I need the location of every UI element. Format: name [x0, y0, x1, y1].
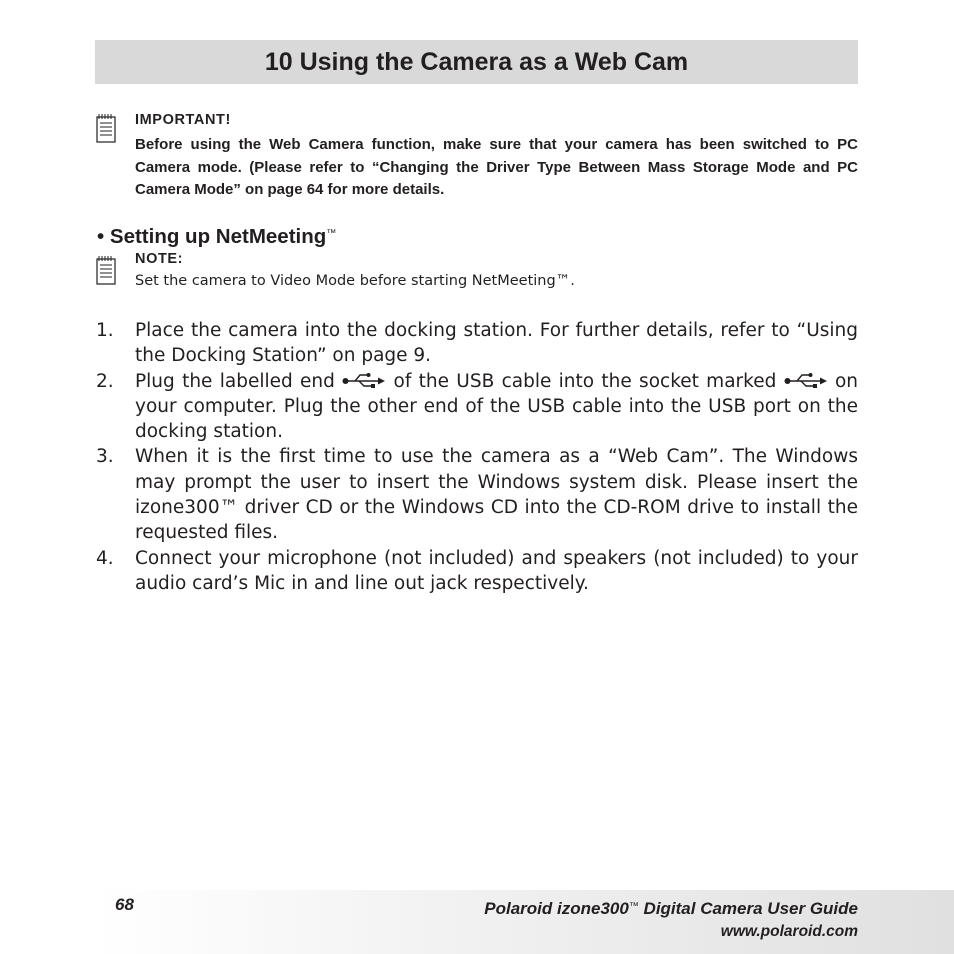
guide-url: www.polaroid.com	[720, 923, 858, 940]
guide-title	[484, 899, 858, 919]
important-heading: IMPORTANT!	[135, 112, 231, 128]
note-text: Set the camera to Video Mode before starting NetMeeting™.	[135, 273, 575, 289]
list-item	[96, 546, 858, 597]
note-heading: NOTE:	[135, 251, 184, 267]
step-text: Connect your microphone (not included) and speakers (not included) to your audio card’s Mic in and line out jack respectively.	[135, 547, 858, 594]
step-text-a: Plug the labelled end	[135, 370, 335, 392]
usb-symbol-icon	[784, 372, 828, 388]
list-item	[96, 444, 858, 545]
steps-list	[96, 318, 858, 596]
list-item	[96, 369, 858, 445]
guide-title-product: Polaroid izone300	[484, 899, 629, 918]
step-number: 4.	[96, 547, 114, 569]
list-item	[96, 318, 858, 369]
chapter-title: 10 Using the Camera as a Web Cam	[264, 47, 689, 76]
step-text-c: on your computer. Plug the other end of the USB cable into the USB port on the docking station.	[135, 370, 858, 443]
usb-symbol-icon	[342, 372, 386, 388]
memo-pad-icon	[96, 113, 116, 143]
step-text: Place the camera into the docking station. For further details, refer to “Using the Docking Station” on page 9.	[135, 320, 858, 367]
trademark: ™	[326, 228, 337, 239]
page-number: 68	[115, 895, 134, 914]
step-number: 3.	[96, 446, 114, 468]
step-number: 1.	[96, 320, 114, 341]
step-number: 2.	[96, 370, 114, 392]
step-text-b: of the USB cable into the socket marked	[393, 370, 777, 392]
section-heading	[97, 225, 336, 249]
guide-trademark: ™	[628, 901, 639, 912]
section-title: Setting up NetMeeting	[109, 225, 327, 248]
step-text: When it is the first time to use the camera as a “Web Cam”. The Windows may prompt the user to insert the Windows system disk. Please insert the izone300™ driver CD or the Windows CD into the CD-ROM drive to install the requested files.	[135, 446, 858, 544]
bullet: •	[97, 225, 105, 248]
important-text: Before using the Web Camera function, make sure that your camera has been switched to PC Camera mode. (Please refer to “Changing the Driver Type Between Mass Storage Mode and PC Camera Mode” on page 64 for more details.	[135, 136, 858, 198]
memo-pad-icon	[96, 255, 116, 285]
guide-title-rest: Digital Camera User Guide	[638, 899, 858, 918]
chapter-title-bar	[95, 40, 858, 84]
